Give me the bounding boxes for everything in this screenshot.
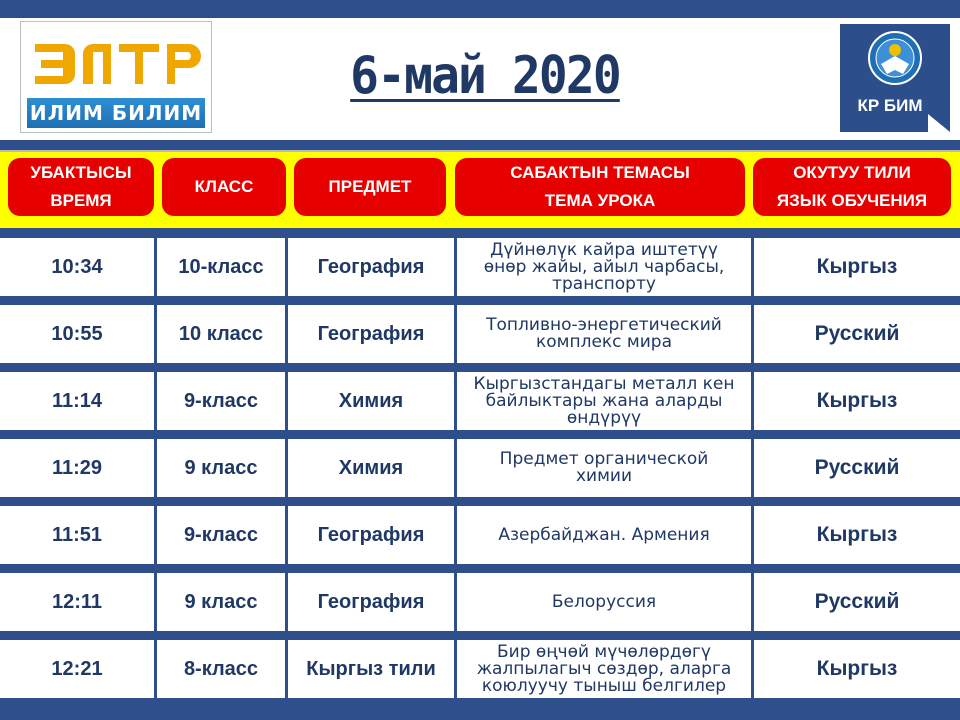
- table-row: [0, 238, 960, 296]
- row-grade: 9 класс: [184, 590, 258, 613]
- row-time: 10:34: [51, 255, 103, 278]
- row-time: 11:14: [51, 389, 103, 412]
- row-language: Кыргыз: [816, 657, 898, 680]
- row-grade: 10 класс: [178, 322, 264, 345]
- header: [0, 18, 960, 140]
- column-header-class-label: КЛАСС: [194, 177, 254, 196]
- row-topic: Топливно-энергетический комплекс мира: [486, 315, 722, 352]
- row-language: Русский: [814, 590, 900, 613]
- eltr-logo: [20, 21, 212, 133]
- row-time: 12:21: [51, 657, 103, 680]
- row-language: Кыргыз: [816, 389, 898, 412]
- table-row: [0, 573, 960, 631]
- row-language: Кыргыз: [816, 523, 898, 546]
- row-subject: География: [317, 590, 425, 613]
- row-time: 11:29: [51, 456, 103, 479]
- table-row: [0, 439, 960, 497]
- row-time: 12:11: [51, 590, 103, 613]
- column-header-subject-label: ПРЕДМЕТ: [328, 177, 412, 196]
- column-header-subject: [294, 158, 446, 216]
- row-subject: География: [317, 255, 425, 278]
- row-topic: Кыргызстандагы металл кен байлыктары жана аларды өндүрүү: [473, 373, 735, 428]
- column-header-language: [753, 158, 951, 216]
- column-header-time-line1: УБАКТЫСЫ: [30, 163, 132, 182]
- column-header-language-line2: ЯЗЫК ОБУЧЕНИЯ: [776, 191, 928, 210]
- row-topic: Предмет органической химии: [499, 449, 709, 486]
- column-header-band: [0, 150, 960, 228]
- table-row: [0, 305, 960, 363]
- row-grade: 10-класс: [178, 255, 264, 278]
- row-grade: 9 класс: [184, 456, 258, 479]
- table-row: [0, 640, 960, 698]
- row-grade: 8-класс: [183, 657, 259, 680]
- row-subject: География: [317, 322, 425, 345]
- column-header-topic-line1: САБАКТЫН ТЕМАСЫ: [510, 163, 690, 182]
- row-subject: Химия: [338, 389, 404, 412]
- row-topic: Дүйнөлүк кайра иштетүү өнөр жайы, айыл чарбасы, транспорту: [483, 239, 725, 294]
- column-header-topic: [455, 158, 745, 216]
- column-header-language-line1: ОКУТУУ ТИЛИ: [793, 163, 911, 182]
- row-grade: 9-класс: [183, 389, 259, 412]
- eltr-logo-mark: [27, 36, 205, 92]
- emblem-label: КР БИМ: [857, 96, 923, 115]
- row-subject: Химия: [338, 456, 404, 479]
- row-time: 11:51: [51, 523, 103, 546]
- page-title: 6-май 2020: [350, 46, 620, 106]
- row-subject: Кыргыз тили: [306, 657, 436, 680]
- table-row: [0, 506, 960, 564]
- row-language: Русский: [814, 322, 900, 345]
- logo-subtitle: ИЛИМ БИЛИМ: [29, 101, 203, 125]
- top-band: [0, 0, 960, 18]
- column-header-topic-line2: ТЕМА УРОКА: [544, 191, 656, 210]
- row-time: 10:55: [51, 322, 103, 345]
- table-row: [0, 372, 960, 430]
- row-grade: 9-класс: [183, 523, 259, 546]
- state-emblem-icon: [867, 30, 923, 86]
- row-language: Русский: [814, 456, 900, 479]
- column-header-class: [162, 158, 286, 216]
- logo-subtitle-bar: [27, 98, 205, 128]
- page-fold-corner: [928, 114, 950, 132]
- row-topic: Бир өңчөй мүчөлөрдөгү жалпылагыч сөздөр, аларга коюлуучу тыныш белгилер: [476, 641, 732, 696]
- row-subject: География: [317, 523, 425, 546]
- column-header-time-line2: ВРЕМЯ: [50, 191, 112, 210]
- row-topic: Азербайджан. Армения: [498, 524, 710, 545]
- column-header-time: [8, 158, 154, 216]
- kr-bim-badge: [840, 24, 950, 132]
- row-topic: Белоруссия: [551, 591, 657, 612]
- row-language: Кыргыз: [816, 255, 898, 278]
